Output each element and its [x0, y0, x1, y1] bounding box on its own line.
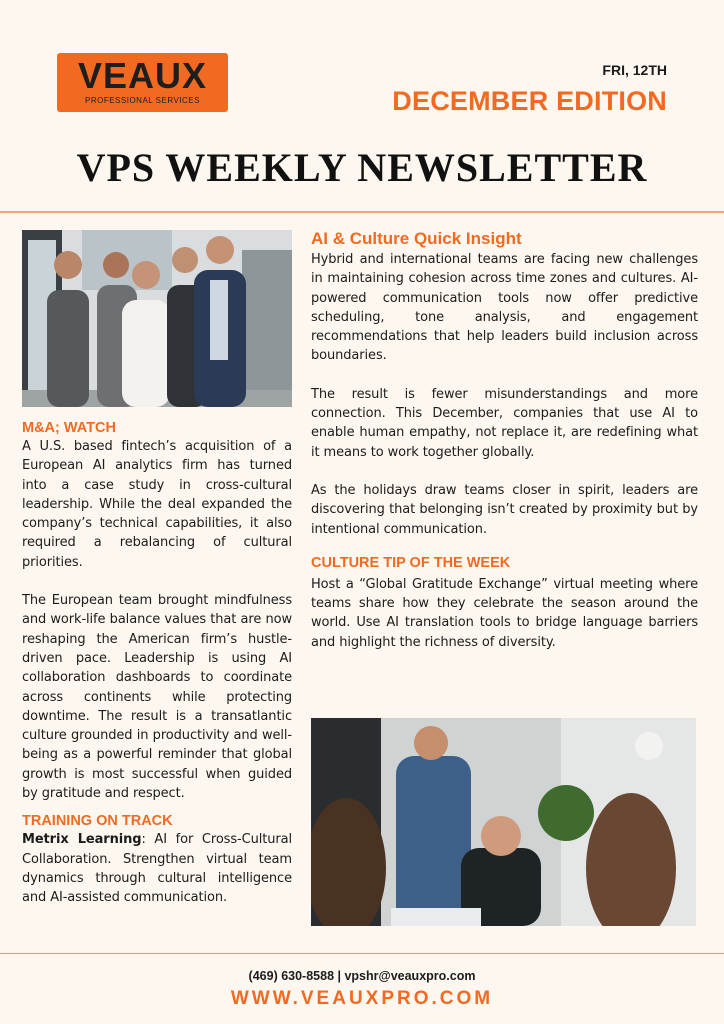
- insight-paragraph-3: As the holidays draw teams closer in spirit, leaders are discovering that belonging isn’t created by proximity but by intentional communication.: [311, 482, 698, 537]
- logo-subtitle: PROFESSIONAL SERVICES: [85, 96, 200, 105]
- culture-tip-heading: CULTURE TIP OF THE WEEK: [311, 554, 511, 571]
- newsletter-title: VPS WEEKLY NEWSLETTER: [76, 145, 648, 190]
- insight-paragraph-1: Hybrid and international teams are facing new challenges in maintaining cohesion across time zones and cultures. AI-powered communication tools now offer predictive scheduling, tone analysis, and engagement recommendations that help leaders build inclusion across boundaries.: [311, 252, 698, 364]
- training-description: : AI for Cross-Cultural Collaboration. Strengthen virtual team dynamics through cultural intelligence and AI-assisted communication.: [22, 832, 292, 906]
- footer-divider: [0, 953, 724, 954]
- header-divider: [0, 211, 724, 213]
- website-link[interactable]: WWW.VEAUXPRO.COM: [230, 988, 494, 1009]
- veaux-logo: [57, 53, 228, 112]
- issue-date: FRI, 12TH: [602, 62, 667, 78]
- ma-watch-paragraph-2: The European team brought mindfulness and work-life balance values that are now reshaping the American firm’s hustle-driven pace. Leadership is using AI collaboration dashboards to coordinate across continents while protecting downtime. The result is a transatlantic culture grounded in productivity and well-being as a powerful reminder that global growth is most successful when guided by gratitude and respect.: [22, 593, 292, 802]
- ai-culture-heading: AI & Culture Quick Insight: [311, 229, 522, 248]
- team-photo: [22, 230, 292, 407]
- left-column: [22, 419, 292, 908]
- logo-wordmark: VEAUX: [77, 55, 208, 96]
- ma-watch-heading: M&A; WATCH: [22, 420, 116, 436]
- ma-watch-paragraph-1: A U.S. based fintech’s acquisition of a European AI analytics firm has turned into a case study in cross-cultural leadership. While the deal expanded the company’s technical capabilities, it also required a rebalancing of cultural priorities.: [22, 439, 292, 570]
- culture-tip-paragraph: Host a “Global Gratitude Exchange” virtual meeting where teams share how they celebrate the season around the world. Use AI translation tools to bridge language barriers and highlight the richness of diversity.: [311, 576, 698, 650]
- training-paragraph: [22, 830, 292, 907]
- edition-label: DECEMBER EDITION: [392, 86, 667, 116]
- right-column: [311, 228, 698, 652]
- training-heading: TRAINING ON TRACK: [22, 813, 173, 830]
- training-program-name: Metrix Learning: [22, 832, 142, 848]
- insight-paragraph-2: The result is fewer misunderstandings and more connection. This December, companies that use AI to enable human empathy, not replace it, are redefining what it means to work together globally.: [311, 386, 698, 460]
- contact-info: (469) 630-8588 | vpshr@veauxpro.com: [248, 969, 476, 983]
- meeting-photo: [311, 718, 696, 926]
